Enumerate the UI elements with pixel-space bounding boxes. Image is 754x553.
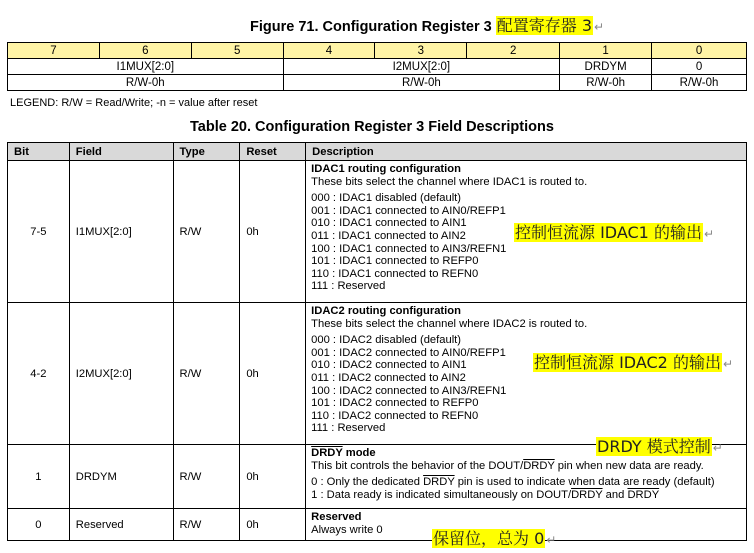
cell-description [306,303,747,445]
cell-field: Reserved [69,509,173,541]
option-line: 100 : IDAC1 connected to AIN3/REFN1 [311,242,507,255]
return-mark-icon: ↵ [722,357,734,371]
register-bit-table [7,42,747,91]
field-i1mux: I1MUX[2:0] [8,59,284,75]
option-line: 110 : IDAC2 connected to REFN0 [311,409,479,422]
cell-reset: 0h [240,445,306,509]
overline-text: DRDY [571,488,603,501]
text-part: pin is used to indicate when data are ready (default) [454,476,715,489]
description-intro: These bits select the channel where IDAC2 is routed to. [311,317,588,330]
cell-type: R/W [173,303,240,445]
cell-type: R/W [173,445,240,509]
bit-number: 7 [8,43,100,59]
option-line: 111 : Reserved [311,422,386,435]
header-type: Type [173,143,240,161]
bit-number: 3 [375,43,467,59]
option-line: 001 : IDAC1 connected to AIN0/REFP1 [311,204,506,217]
bit-number: 0 [652,43,747,59]
text-part: This bit controls the behavior of the DOUT/ [311,459,524,472]
header-bit: Bit [8,143,70,161]
bit-number: 2 [467,43,560,59]
overline-text: DRDY [523,459,555,472]
annotation-drdy-mode [596,434,723,457]
cell-bit: 1 [8,445,70,509]
bit-number: 5 [191,43,283,59]
cell-field: I2MUX[2:0] [69,303,173,445]
table-header-row [8,143,747,161]
description-intro [311,460,742,473]
cell-type: R/W [173,161,240,303]
text-part: and [602,488,628,501]
bit-number: 4 [283,43,375,59]
description-intro: These bits select the channel where IDAC1 is routed to. [311,175,588,188]
option-line: 010 : IDAC1 connected to AIN1 [311,217,467,230]
overline-text: DRDY [627,488,660,501]
return-mark-icon: ↵ [594,20,605,34]
field-drdym: DRDYM [560,59,652,75]
return-mark-icon: ↵ [546,533,557,547]
annotation-idac2 [533,350,733,373]
description-intro: Always write 0 [311,523,383,536]
annotation-text: 控制恒流源 IDAC1 的输出 [515,223,702,242]
annotation-idac1 [514,220,714,243]
overline-text: DRDY [423,476,455,489]
field-description-table [7,142,747,541]
access-i1mux: R/W-0h [8,75,284,91]
header-reset: Reset [240,143,306,161]
option-line: 111 : Reserved [311,280,386,293]
annotation-reserved [432,526,556,549]
option-line: 010 : IDAC2 connected to AIN1 [311,359,467,372]
cell-reset: 0h [240,509,306,541]
text-part: pin when new data are ready. [554,459,704,472]
cell-reset: 0h [240,161,306,303]
option-line [311,489,742,502]
option-line: 011 : IDAC1 connected to AIN2 [311,229,466,242]
option-line: 000 : IDAC2 disabled (default) [311,334,462,347]
header-description: Description [306,143,747,161]
description-title: IDAC1 routing configuration [311,163,461,175]
return-mark-icon: ↵ [703,227,715,241]
figure-title [250,13,604,36]
field-bit0: 0 [652,59,747,75]
access-drdym: R/W-0h [560,75,652,91]
cell-field: I1MUX[2:0] [69,161,173,303]
register-access-row [8,75,747,91]
figure-title-text: Figure 71. Configuration Register 3 [250,19,492,35]
overline-text: DRDY [311,447,343,459]
title-rest: mode [342,447,376,459]
return-mark-icon: ↵ [712,441,723,455]
cell-reset: 0h [240,303,306,445]
text-part: 1 : Data ready is indicated simultaneously on DOUT/ [311,488,572,501]
header-field: Field [69,143,173,161]
option-line: 011 : IDAC2 connected to AIN2 [311,371,466,384]
register-field-row [8,59,747,75]
option-line: 110 : IDAC1 connected to REFN0 [311,267,479,280]
cell-bit: 4-2 [8,303,70,445]
option-line: 101 : IDAC2 connected to REFP0 [311,397,479,410]
access-i2mux: R/W-0h [283,75,560,91]
option-line: 000 : IDAC1 disabled (default) [311,192,462,205]
option-line: 101 : IDAC1 connected to REFP0 [311,255,479,268]
table-row [8,303,747,445]
cell-type: R/W [173,509,240,541]
register-bit-row [8,43,747,59]
annotation-text: DRDY 模式控制 [597,437,711,456]
option-line [311,476,742,489]
legend: LEGEND: R/W = Read/Write; -n = value after reset [10,97,258,109]
option-line: 100 : IDAC2 connected to AIN3/REFN1 [311,384,507,397]
bit-number: 1 [560,43,652,59]
cell-field: DRDYM [69,445,173,509]
bit-number: 6 [99,43,191,59]
option-line: 001 : IDAC2 connected to AIN0/REFP1 [311,346,506,359]
description-title: Reserved [311,511,362,523]
field-i2mux: I2MUX[2:0] [283,59,560,75]
table-title: Table 20. Configuration Register 3 Field Descriptions [190,119,554,135]
annotation-text: 控制恒流源 IDAC2 的输出 [534,353,721,372]
access-bit0: R/W-0h [652,75,747,91]
text-part: 0 : Only the dedicated [311,476,424,489]
cell-bit: 7-5 [8,161,70,303]
cell-bit: 0 [8,509,70,541]
figure-note-highlight: 配置寄存器 3 [496,16,593,35]
description-title: IDAC2 routing configuration [311,305,461,317]
table-row [8,509,747,541]
annotation-text: 保留位，总为 0 [433,529,545,548]
